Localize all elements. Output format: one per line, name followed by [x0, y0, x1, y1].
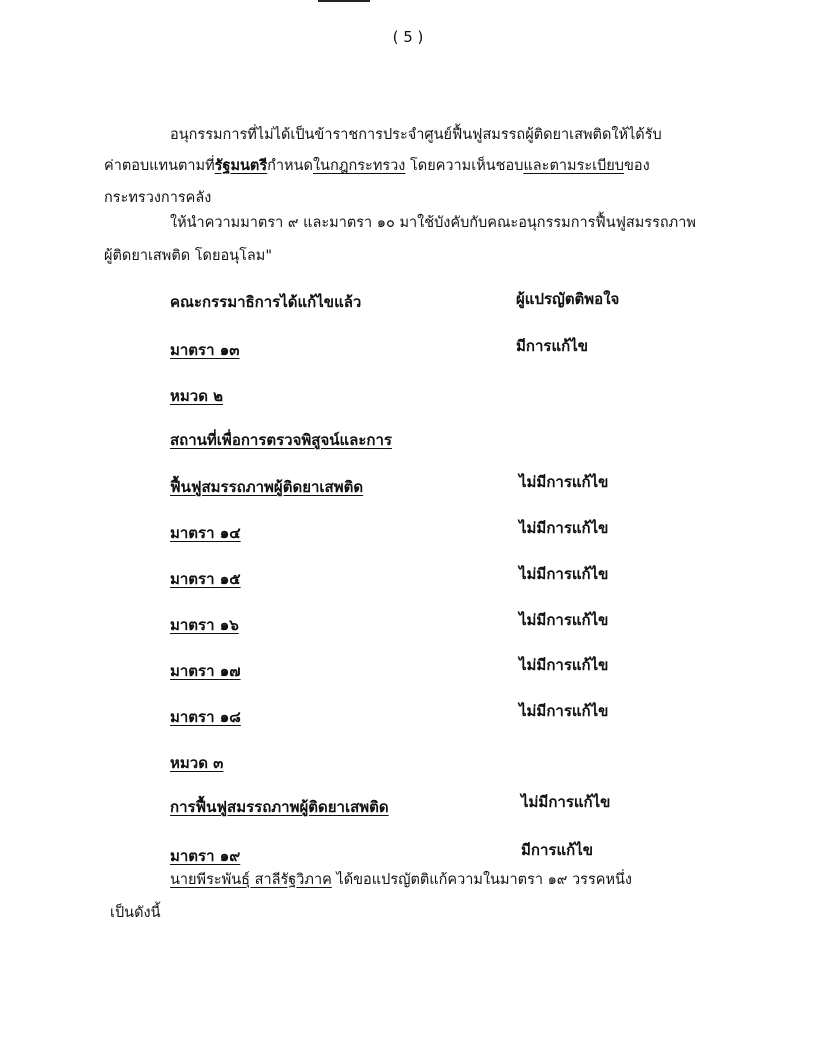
speaker-name: นายพีระพันธุ์ สาลีรัฐวิภาค: [170, 872, 332, 888]
row-left: มาตรา ๑๗: [170, 662, 241, 680]
row-left: สถานที่เพื่อการตรวจพิสูจน์และการ: [170, 431, 392, 449]
row-right: ไม่มีการแก้ไข: [519, 473, 609, 491]
header-left: คณะกรรมาธิการได้แก้ไขแล้ว: [170, 293, 362, 311]
page-number: ( 5 ): [392, 28, 424, 46]
row-right: ไม่มีการแก้ไข: [519, 611, 609, 629]
row-left: หมวด ๒: [170, 387, 224, 405]
paragraph1-line2: [104, 156, 650, 176]
underlined-segment: ในกฎกระทรวง: [312, 158, 406, 174]
text-segment: ค่าตอบแทนตามที่: [104, 158, 215, 174]
row-left: มาตรา ๑๘: [170, 708, 241, 726]
row-left: หมวด ๓: [170, 754, 224, 772]
row-right: ไม่มีการแก้ไข: [519, 565, 609, 583]
underlined-segment: และตามระเบียบ: [523, 158, 625, 174]
text-segment: กำหนด: [267, 158, 313, 174]
row-right: มีการแก้ไข: [521, 841, 593, 859]
final-paragraph-line2: เป็นดังนี้: [110, 905, 161, 921]
row-left: มาตรา ๑๓: [170, 341, 240, 359]
paragraph2-line1: ให้นำความมาตรา ๙ และมาตรา ๑๐ มาใช้บังคับกับคณะอนุกรรมการฟื้นฟูสมรรถภาพ: [170, 215, 696, 231]
row-right: ไม่มีการแก้ไข: [521, 793, 611, 811]
row-right: ไม่มีการแก้ไข: [519, 519, 609, 537]
top-rule: [318, 0, 370, 2]
row-left: มาตรา ๑๕: [170, 570, 241, 588]
paragraph2-line2: ผู้ติดยาเสพติด โดยอนุโลม": [104, 248, 272, 264]
text-segment: โดยความเห็นชอบ: [405, 158, 524, 174]
row-left: มาตรา ๑๔: [170, 524, 241, 542]
row-right: ไม่มีการแก้ไข: [519, 656, 609, 674]
row-left: มาตรา ๑๙: [170, 847, 241, 865]
text-segment: ของ: [624, 158, 650, 174]
paragraph1-line1: อนุกรรมการที่ไม่ได้เป็นข้าราชการประจำศูนย์ฟื้นฟูสมรรถผู้ติดยาเสพติดให้ได้รับ: [170, 127, 662, 143]
row-left: การฟื้นฟูสมรรถภาพผู้ติดยาเสพติด: [170, 798, 389, 816]
row-right: ไม่มีการแก้ไข: [519, 702, 609, 720]
row-right: มีการแก้ไข: [516, 337, 588, 355]
header-right: ผู้แปรญัตติพอใจ: [516, 290, 620, 308]
paragraph1-line3: กระทรวงการคลัง: [104, 190, 212, 206]
text-segment: ได้ขอแปรญัตติแก้ความในมาตรา ๑๙ วรรคหนึ่ง: [331, 872, 633, 888]
row-left: มาตรา ๑๖: [170, 616, 239, 634]
row-left: ฟื้นฟูสมรรถภาพผู้ติดยาเสพติด: [170, 478, 364, 496]
final-paragraph-line1: [170, 870, 632, 890]
underlined-segment: รัฐมนตรี: [214, 158, 268, 174]
